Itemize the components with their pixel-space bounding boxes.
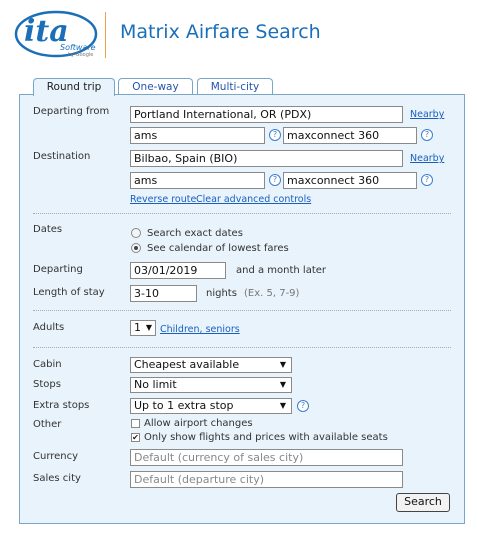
allow-airport-changes-label: Allow airport changes (144, 418, 253, 429)
departing-label: Departing (33, 264, 83, 275)
chevron-down-icon: ▼ (279, 360, 286, 369)
reverse-route-link[interactable]: Reverse route (130, 194, 197, 205)
chevron-down-icon: ▼ (279, 401, 286, 410)
destination-extension-input[interactable]: maxconnect 360 (283, 172, 417, 189)
cabin-select[interactable] (130, 357, 292, 373)
allow-airport-changes-checkbox[interactable] (131, 419, 140, 428)
length-of-stay-input[interactable]: 3-10 (130, 285, 197, 302)
cabin-value: Cheapest available (134, 358, 240, 371)
chevron-down-icon: ▼ (145, 323, 152, 332)
stops-label: Stops (33, 379, 61, 390)
search-button[interactable]: Search (396, 493, 450, 512)
extension-help-icon[interactable]: ? (421, 129, 433, 141)
adults-label: Adults (33, 322, 65, 333)
departing-nearby-link[interactable]: Nearby (410, 109, 445, 120)
children-seniors-link[interactable]: Children, seniors (160, 324, 240, 335)
calendar-radio[interactable] (131, 243, 141, 253)
only-available-label: Only show flights and prices with available seats (144, 432, 388, 443)
other-label: Other (33, 419, 62, 430)
currency-label: Currency (33, 451, 79, 462)
dates-label: Dates (33, 224, 63, 235)
cabin-label: Cabin (33, 359, 62, 370)
tab-multi-city[interactable]: Multi-city (197, 78, 273, 95)
sales-city-label: Sales city (33, 473, 81, 484)
extra-stops-help-icon[interactable]: ? (297, 400, 309, 412)
destination-input[interactable]: Bilbao, Spain (BIO) (130, 150, 403, 167)
departing-from-label: Departing from (33, 106, 110, 117)
exact-dates-radio[interactable] (131, 228, 141, 238)
calendar-label: See calendar of lowest fares (147, 243, 289, 254)
extra-stops-label: Extra stops (33, 400, 90, 411)
adults-select[interactable] (130, 320, 156, 336)
extension-help-icon[interactable]: ? (421, 174, 433, 186)
departing-date-input[interactable]: 03/01/2019 (130, 262, 226, 279)
section-divider (33, 310, 451, 311)
departing-extension-input[interactable]: maxconnect 360 (283, 127, 417, 144)
ita-software-logo (14, 8, 106, 60)
currency-input[interactable]: Default (currency of sales city) (130, 449, 403, 466)
tab-one-way[interactable]: One-way (118, 78, 193, 95)
destination-label: Destination (33, 151, 91, 162)
tab-round-trip[interactable]: Round trip (33, 78, 115, 96)
routing-help-icon[interactable]: ? (269, 129, 281, 141)
destination-routing-input[interactable]: ams (130, 172, 265, 189)
section-divider (33, 213, 451, 214)
sales-city-input[interactable]: Default (departure city) (130, 471, 403, 488)
departing-from-input[interactable]: Portland International, OR (PDX) (130, 106, 403, 123)
stops-value: No limit (134, 378, 177, 391)
nights-label: nights (206, 288, 237, 299)
header-divider (105, 12, 106, 58)
logo-byline: by Google (68, 52, 94, 58)
length-of-stay-label: Length of stay (33, 287, 105, 298)
destination-nearby-link[interactable]: Nearby (410, 153, 445, 164)
stay-hint: (Ex. 5, 7-9) (244, 288, 300, 299)
page-title: Matrix Airfare Search (120, 21, 321, 43)
adults-value: 1 (134, 321, 141, 334)
clear-advanced-link[interactable]: Clear advanced controls (196, 194, 312, 205)
extra-stops-value: Up to 1 extra stop (134, 399, 234, 412)
section-divider (33, 347, 451, 348)
stops-select[interactable] (130, 377, 292, 393)
chevron-down-icon: ▼ (279, 380, 286, 389)
routing-help-icon[interactable]: ? (269, 174, 281, 186)
logo-wordmark: ita (24, 14, 69, 49)
only-available-checkbox[interactable]: ✔ (132, 433, 139, 442)
logo-subtext: Software (60, 43, 96, 52)
exact-dates-label: Search exact dates (147, 228, 243, 239)
departing-routing-input[interactable]: ams (130, 127, 265, 144)
departing-range-text: and a month later (236, 265, 327, 276)
extra-stops-select[interactable] (130, 398, 292, 414)
